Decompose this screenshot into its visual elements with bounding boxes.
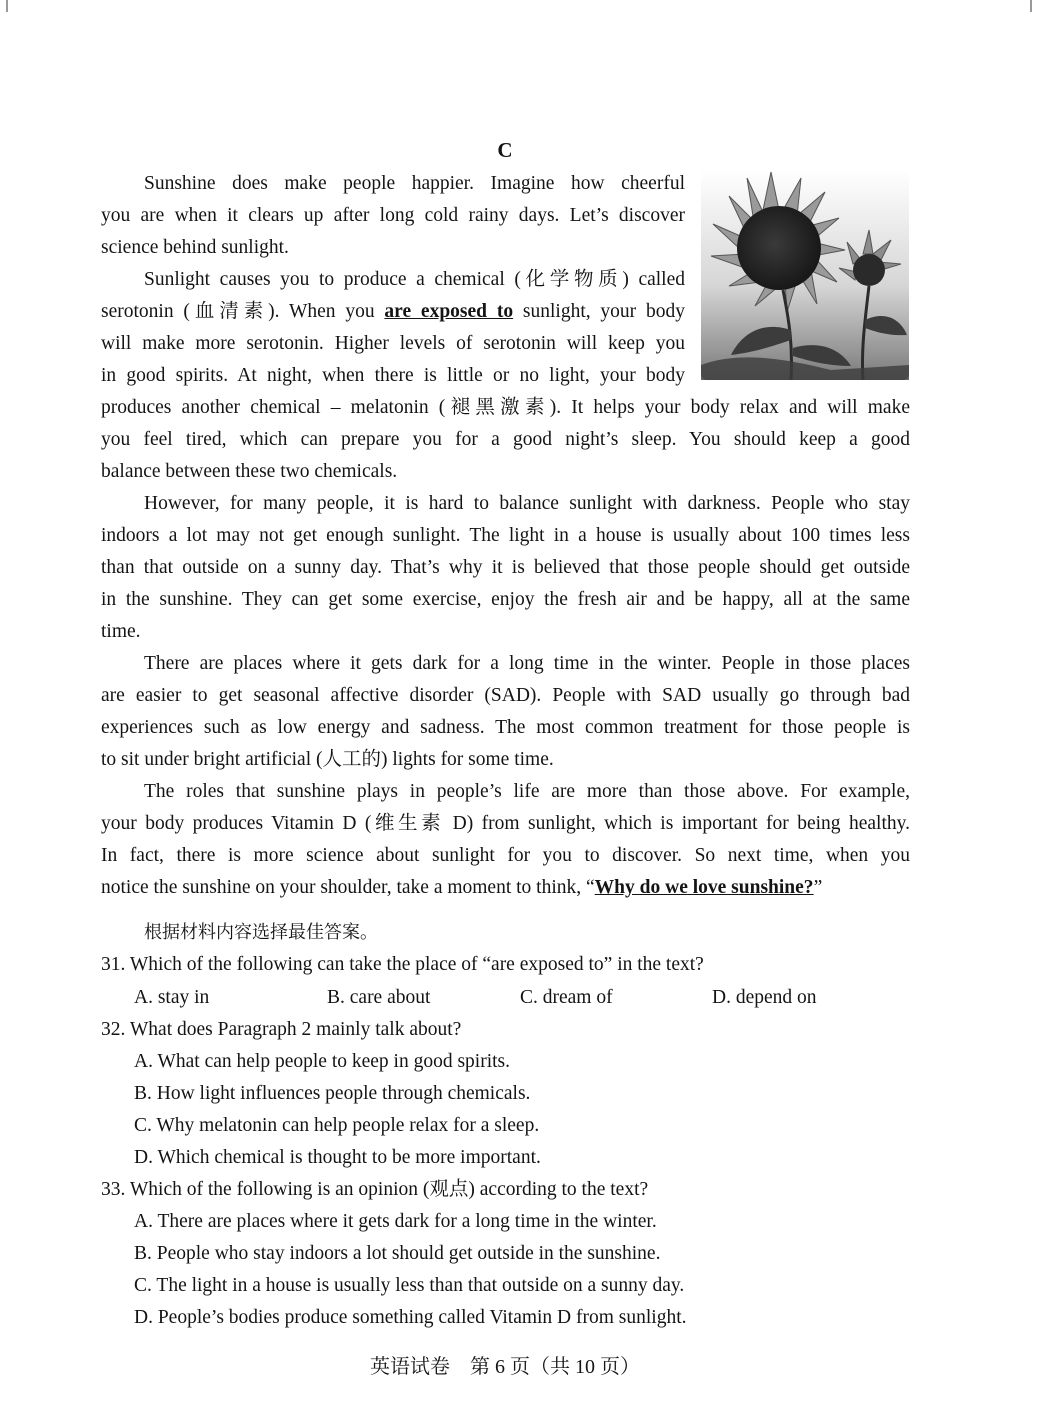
underlined-phrase: Why do we love sunshine? [594, 877, 814, 898]
text-span: serotonin (血清素). When you [101, 301, 385, 322]
passage-line: time. [101, 621, 141, 642]
option-c: C. Why melatonin can help people relax for a sleep. [134, 1115, 540, 1136]
passage-line: will make more serotonin. Higher levels of serotonin will keep you [101, 333, 685, 354]
option-a: A. stay in [134, 987, 210, 1008]
passage-line [101, 300, 685, 324]
text-span: sunlight, your body [513, 301, 685, 322]
option-d: D. depend on [712, 987, 817, 1008]
question-stem: 31. Which of the following can take the place of “are exposed to” in the text? [101, 954, 704, 975]
passage-line: you are when it clears up after long cold rainy days. Let’s discover [101, 205, 685, 226]
page-footer: 英语试卷 第 6 页（共 10 页） [370, 1356, 640, 1378]
passage-line: than that outside on a sunny day. That’s why it is believed that those people should get outside [101, 557, 910, 578]
option-c: C. The light in a house is usually less than that outside on a sunny day. [134, 1275, 685, 1296]
passage-line [101, 876, 822, 900]
passage-line: in good spirits. At night, when there is little or no light, your body [101, 365, 685, 386]
option-d: D. People’s bodies produce something called Vitamin D from sunlight. [134, 1307, 687, 1328]
passage-line: produces another chemical – melatonin (褪黑激素). It helps your body relax and will make [101, 397, 910, 418]
option-a: A. What can help people to keep in good spirits. [134, 1051, 511, 1072]
passage-line: indoors a lot may not get enough sunlight. The light in a house is usually about 100 times less [101, 525, 910, 546]
passage-line: The roles that sunshine plays in people’s life are more than those above. For example, [144, 781, 910, 802]
scan-edge-mark [1030, 0, 1032, 12]
passage-line: in the sunshine. They can get some exercise, enjoy the fresh air and be happy, all at the same [101, 589, 910, 610]
scan-edge-mark [6, 0, 8, 12]
passage-line: In fact, there is more science about sunlight for you to discover. So next time, when you [101, 845, 910, 866]
option-b: B. How light influences people through chemicals. [134, 1083, 531, 1104]
passage-line: Sunshine does make people happier. Imagine how cheerful [144, 173, 685, 194]
option-d: D. Which chemical is thought to be more important. [134, 1147, 541, 1168]
passage-line: to sit under bright artificial (人工的) lights for some time. [101, 749, 554, 770]
passage-line: your body produces Vitamin D (维生素 D) from sunlight, which is important for being healthy. [101, 813, 910, 834]
option-b: B. People who stay indoors a lot should get outside in the sunshine. [134, 1243, 661, 1264]
instruction: 根据材料内容选择最佳答案。 [144, 922, 378, 943]
option-a: A. There are places where it gets dark for a long time in the winter. [134, 1211, 657, 1232]
passage-line: science behind sunlight. [101, 237, 289, 258]
option-c: C. dream of [520, 987, 613, 1008]
passage-line: There are places where it gets dark for a long time in the winter. People in those places [144, 653, 910, 674]
passage-line: you feel tired, which can prepare you for a good night’s sleep. You should keep a good [101, 429, 910, 450]
section-heading: C [497, 138, 513, 162]
passage-line: experiences such as low energy and sadness. The most common treatment for those people is [101, 717, 910, 738]
text-span: notice the sunshine on your shoulder, take a moment to think, “ [101, 877, 595, 898]
question-stem: 32. What does Paragraph 2 mainly talk about? [101, 1019, 462, 1040]
question-stem: 33. Which of the following is an opinion (观点) according to the text? [101, 1179, 649, 1200]
underlined-phrase: are exposed to [384, 301, 514, 322]
passage-line: balance between these two chemicals. [101, 461, 398, 482]
sunflower-image [701, 170, 909, 380]
passage-line: Sunlight causes you to produce a chemical (化学物质) called [144, 269, 685, 290]
text-span: ” [813, 877, 823, 898]
option-b: B. care about [327, 987, 431, 1008]
passage-line: are easier to get seasonal affective disorder (SAD). People with SAD usually go through bad [101, 685, 910, 706]
passage-line: However, for many people, it is hard to balance sunlight with darkness. People who stay [144, 493, 910, 514]
